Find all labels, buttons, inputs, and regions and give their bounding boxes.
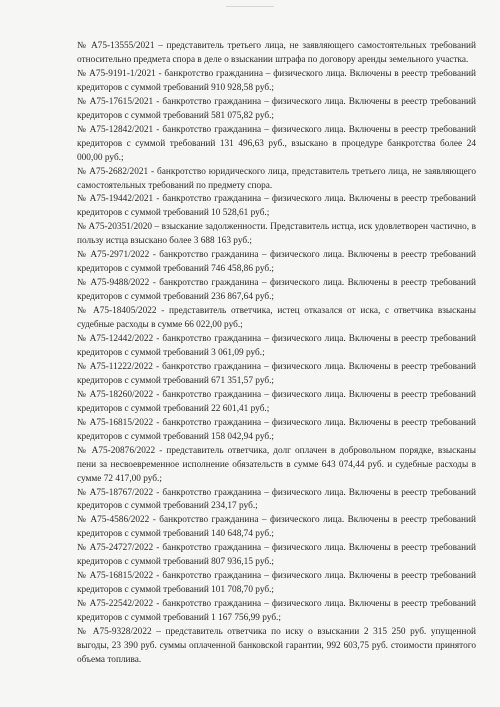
case-entry: № А75-16815/2022 - банкротство гражданина – физического лица. Включены в реестр требований кредиторов с суммой требований 158 042,94 руб.;: [77, 417, 476, 442]
case-entry: № А75-12442/2022 - банкротство гражданина – физического лица. Включены в реестр требований кредиторов с суммой требований 3 061,09 руб.;: [77, 334, 476, 358]
case-entry: № А75-11222/2022 - банкротство гражданина – физического лица. Включены в реестр требований кредиторов с суммой требований 671 351,57 руб.;: [77, 361, 476, 386]
case-entry: № А75-9191-1/2021 - банкротство гражданина – физического лица. Включены в реестр требований кредиторов с суммой требований 910 928,58 руб.;: [77, 68, 476, 93]
case-entry: № А75-16815/2022 - банкротство гражданина – физического лица. Включены в реестр требований кредиторов с суммой требований 101 708,70 руб.;: [77, 571, 476, 596]
case-entry: № А75-18260/2022 - банкротство гражданина – физического лица. Включены в реестр требований кредиторов с суммой требований 22 601,41 руб.;: [77, 389, 476, 414]
case-entry: № А75-9328/2022 – представитель ответчика по иску о взыскании 2 315 250 руб. упущенной выгоды, 23 390 руб. суммы оплаченной банковской гарантии, 992 603,75 руб. стоимости принятого объема топлива.: [77, 627, 476, 665]
case-list: [77, 40, 476, 668]
case-entry: № А75-24727/2022 - банкротство гражданина – физического лица. Включены в реестр требований кредиторов с суммой требований 807 936,15 руб.;: [77, 543, 476, 568]
case-entry: № А75-17615/2021 - банкротство гражданина – физического лица. Включены в реестр требований кредиторов с суммой требований 581 075,82 руб.;: [77, 96, 476, 121]
case-entry: № А75-13555/2021 – представитель третьего лица, не заявляющего самостоятельных требований относительно предмета спора в деле о взыскании штрафа по договору аренды земельного участка.: [77, 41, 476, 65]
case-entry: № А75-18405/2022 - представитель ответчика, истец отказался от иска, с ответчика взысканы судебные расходы в сумме 66 022,00 руб.;: [77, 306, 476, 331]
case-entry: № А75-20351/2020 – взыскание задолженности. Представитель истца, иск удовлетворен частично, в пользу истца взыскано более 3 688 163 руб.;: [77, 222, 476, 247]
case-entry: № А75-19442/2021 - банкротство гражданина – физического лица. Включены в реестр требований кредиторов с суммой требований 10 528,61 руб.;: [77, 194, 476, 219]
case-entry: № А75-9488/2022 - банкротство гражданина – физического лица. Включены в реестр требований кредиторов с суммой требований 236 867,64 руб.;: [77, 278, 476, 303]
case-entry: № А75-18767/2022 - банкротство гражданина – физического лица. Включены в реестр требований кредиторов с суммой требований 234,17 руб.;: [77, 487, 476, 512]
case-entry: № А75-2971/2022 - банкротство гражданина – физического лица. Включены в реестр требований кредиторов с суммой требований 746 458,86 руб.;: [77, 250, 476, 275]
case-entry: № А75-20876/2022 - представитель ответчика, долг оплачен в добровольном порядке, взысканы пени за несвоевременное исполнение обязательств в сумме 643 074,44 руб. и судебные расходы в сумме 72 417,00 руб.;: [77, 445, 476, 484]
case-entry: № А75-4586/2022 - банкротство гражданина – физического лица. Включены в реестр требований кредиторов с суммой требований 140 648,74 руб.;: [77, 515, 476, 540]
case-entry: № А75-22542/2022 - банкротство гражданина – физического лица. Включены в реестр требований кредиторов с суммой требований 1 167 756,99 руб.;: [77, 599, 476, 624]
case-entry: № А75-12842/2021 - банкротство гражданина – физического лица. Включены в реестр требований кредиторов с суммой требований 131 496,63 руб., взыскано в процедуре банкротства более 24 000,00 руб.;: [77, 124, 476, 163]
page-header-mark: [226, 6, 274, 11]
case-entry: № А75-2682/2021 - банкротство юридического лица, представитель третьего лица, не заявляющего самостоятельных требований по предмету спора.: [77, 166, 476, 191]
